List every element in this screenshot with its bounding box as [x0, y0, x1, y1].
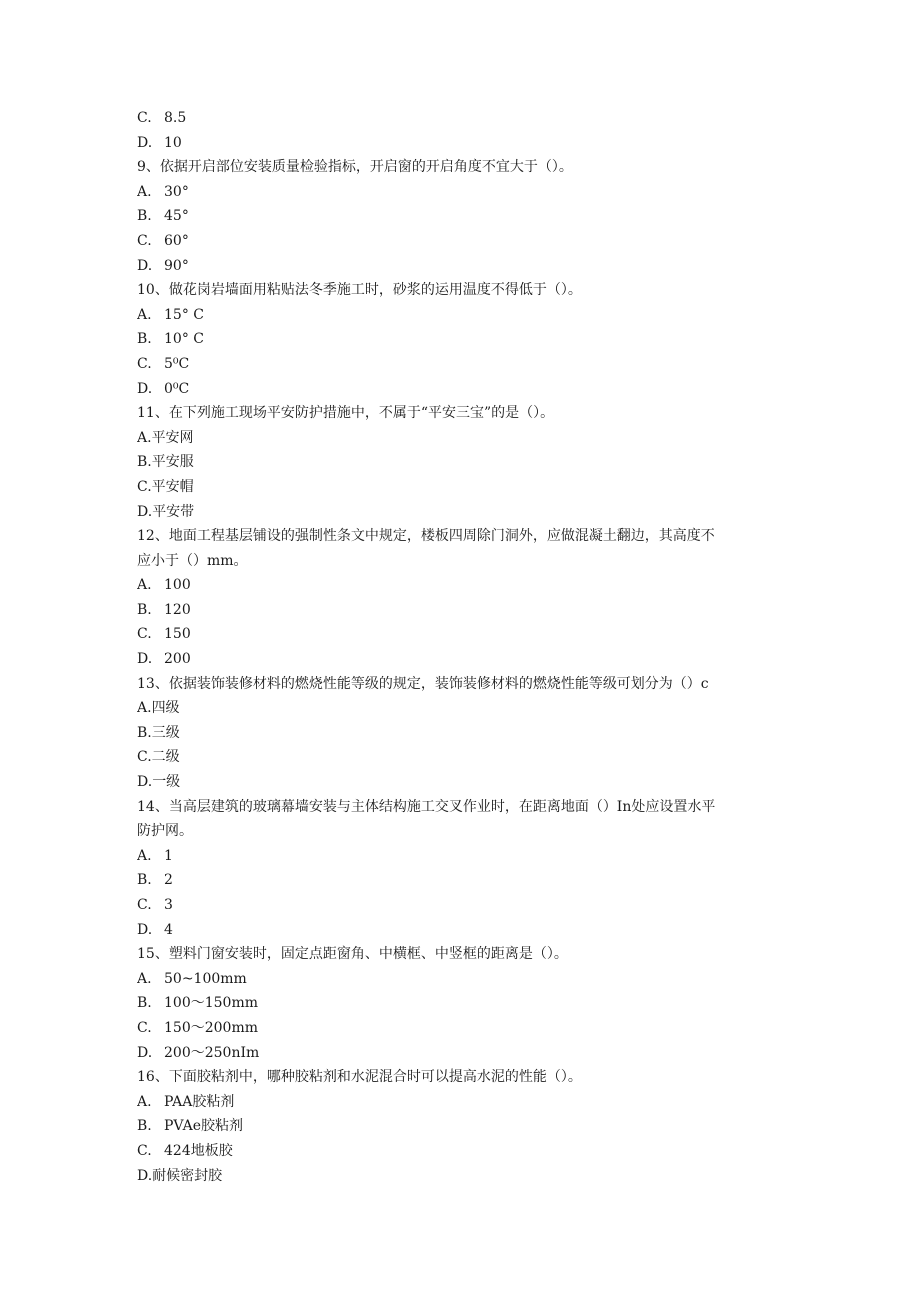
option-text: 平安带 — [152, 503, 195, 520]
answer-option — [137, 967, 787, 992]
question-text: 10、做花岗岩墙面用粘贴法冬季施工时，砂浆的运用温度不得低于（）。 — [137, 282, 582, 299]
option-text: 四级 — [151, 700, 180, 717]
option-letter: A. — [137, 1093, 152, 1110]
option-text: PVAe胶粘剂 — [164, 1118, 243, 1135]
question-text: 14、当高层建筑的玻璃幕墙安装与主体结构施工交叉作业时，在距离地面（）In处应设置水平 — [137, 798, 716, 815]
option-text: 3 — [164, 897, 173, 913]
question-text: 12、地面工程基层铺设的强制性条文中规定，楼板四周除门洞外，应做混凝土翻边，其高度不 — [137, 528, 715, 545]
option-text: 耐候密封胶 — [152, 1167, 223, 1184]
option-text: 120 — [164, 601, 191, 618]
option-letter: D. — [137, 380, 153, 397]
option-text: 4 — [164, 921, 173, 938]
answer-option — [137, 327, 787, 352]
option-letter: C. — [137, 355, 152, 372]
option-text: 150 — [164, 626, 191, 643]
answer-option — [137, 893, 787, 918]
option-letter: A. — [137, 429, 152, 446]
option-text: PAA胶粘剂 — [164, 1093, 235, 1110]
option-letter: B. — [137, 724, 152, 741]
option-letter: C. — [137, 626, 152, 643]
option-letter: D. — [137, 1044, 153, 1061]
answer-option — [137, 426, 787, 451]
answer-option — [137, 573, 787, 598]
option-letter: C. — [137, 1019, 152, 1036]
option-letter: C. — [137, 110, 152, 126]
answer-option — [137, 1114, 787, 1139]
option-letter: C. — [137, 897, 152, 913]
question-text: 16、下面胶粘剂中，哪种胶粘剂和水泥混合时可以提高水泥的性能（）。 — [137, 1069, 582, 1086]
option-letter: D. — [137, 651, 153, 668]
option-letter: B. — [137, 995, 152, 1012]
option-letter: B. — [137, 454, 152, 471]
option-letter: A. — [137, 577, 152, 594]
option-letter: C. — [137, 232, 152, 249]
option-text: 200 — [164, 651, 191, 668]
option-text: 1 — [164, 847, 173, 864]
option-letter: D. — [137, 503, 153, 520]
answer-option — [137, 622, 787, 647]
option-text: 200～250nIm — [164, 1044, 260, 1061]
option-letter: C. — [137, 478, 152, 495]
answer-option — [137, 204, 787, 229]
answer-option — [137, 991, 787, 1016]
option-letter: A. — [137, 847, 152, 864]
option-letter: B. — [137, 208, 152, 225]
answer-option — [137, 352, 787, 377]
answer-option — [137, 131, 787, 156]
answer-option — [137, 918, 787, 943]
answer-option — [137, 868, 787, 893]
answer-option — [137, 180, 787, 205]
answer-option — [137, 229, 787, 254]
answer-option — [137, 254, 787, 279]
question-text: 9、依据开启部位安装质量检验指标，开启窗的开启角度不宜大于（）。 — [137, 159, 573, 176]
answer-option — [137, 770, 787, 795]
document-page — [137, 106, 787, 1188]
question-text: 防护网。 — [137, 823, 193, 840]
option-text: 15° C — [164, 306, 204, 323]
answer-option — [137, 377, 787, 402]
answer-option — [137, 1164, 787, 1189]
option-letter: D. — [137, 257, 153, 274]
answer-option — [137, 1139, 787, 1164]
option-text: 0⁰C — [164, 380, 190, 397]
option-letter: B. — [137, 872, 152, 889]
option-text: 150～200mm — [164, 1019, 258, 1036]
option-text: 2 — [164, 872, 173, 889]
option-letter: D. — [137, 134, 153, 151]
answer-option — [137, 647, 787, 672]
answer-option — [137, 745, 787, 770]
option-letter: D. — [137, 1167, 153, 1184]
question-text: 应小于（）mm。 — [137, 552, 248, 569]
option-letter: B. — [137, 331, 152, 348]
option-letter: B. — [137, 1118, 152, 1135]
option-text: 60° — [164, 232, 189, 249]
option-text: 平安服 — [151, 454, 194, 471]
option-text: 424地板胶 — [164, 1142, 233, 1159]
answer-option — [137, 844, 787, 869]
answer-option — [137, 303, 787, 328]
option-text: 45° — [164, 208, 189, 225]
option-letter: A. — [137, 700, 152, 717]
option-text: 5⁰C — [164, 355, 190, 372]
option-text: 100～150mm — [164, 995, 258, 1012]
option-text: 30° — [164, 183, 189, 200]
question-text: 11、在下列施工现场平安防护措施中，不属于“平安三宝”的是（）。 — [137, 405, 555, 422]
option-text: 10 — [164, 134, 182, 151]
option-text: 平安网 — [151, 429, 194, 446]
question-text: 15、塑料门窗安装时，固定点距窗角、中横框、中竖框的距离是（）。 — [137, 946, 568, 963]
answer-option — [137, 500, 787, 525]
option-text: 90° — [164, 257, 189, 274]
option-text: 100 — [164, 577, 191, 594]
option-letter: A. — [137, 183, 152, 200]
option-text: 8.5 — [164, 110, 187, 126]
answer-option — [137, 1090, 787, 1115]
option-letter: D. — [137, 774, 153, 791]
option-letter: D. — [137, 921, 153, 938]
option-text: 10° C — [164, 331, 204, 348]
option-letter: B. — [137, 601, 152, 618]
option-text: 三级 — [151, 724, 180, 741]
option-letter: A. — [137, 306, 152, 323]
option-letter: A. — [137, 970, 152, 987]
answer-option — [137, 1016, 787, 1041]
answer-option — [137, 1041, 787, 1066]
answer-option — [137, 450, 787, 475]
answer-option — [137, 475, 787, 500]
option-text: 一级 — [152, 774, 181, 791]
option-letter: C. — [137, 749, 152, 766]
option-text: 50~100mm — [164, 970, 247, 987]
answer-option — [137, 106, 787, 131]
question-text: 13、依据装饰装修材料的燃烧性能等级的规定，装饰装修材料的燃烧性能等级可划分为（）c — [137, 675, 709, 692]
answer-option — [137, 696, 787, 721]
option-text: 二级 — [151, 749, 180, 766]
option-letter: C. — [137, 1142, 152, 1159]
answer-option — [137, 598, 787, 623]
option-text: 平安帽 — [151, 478, 194, 495]
answer-option — [137, 721, 787, 746]
